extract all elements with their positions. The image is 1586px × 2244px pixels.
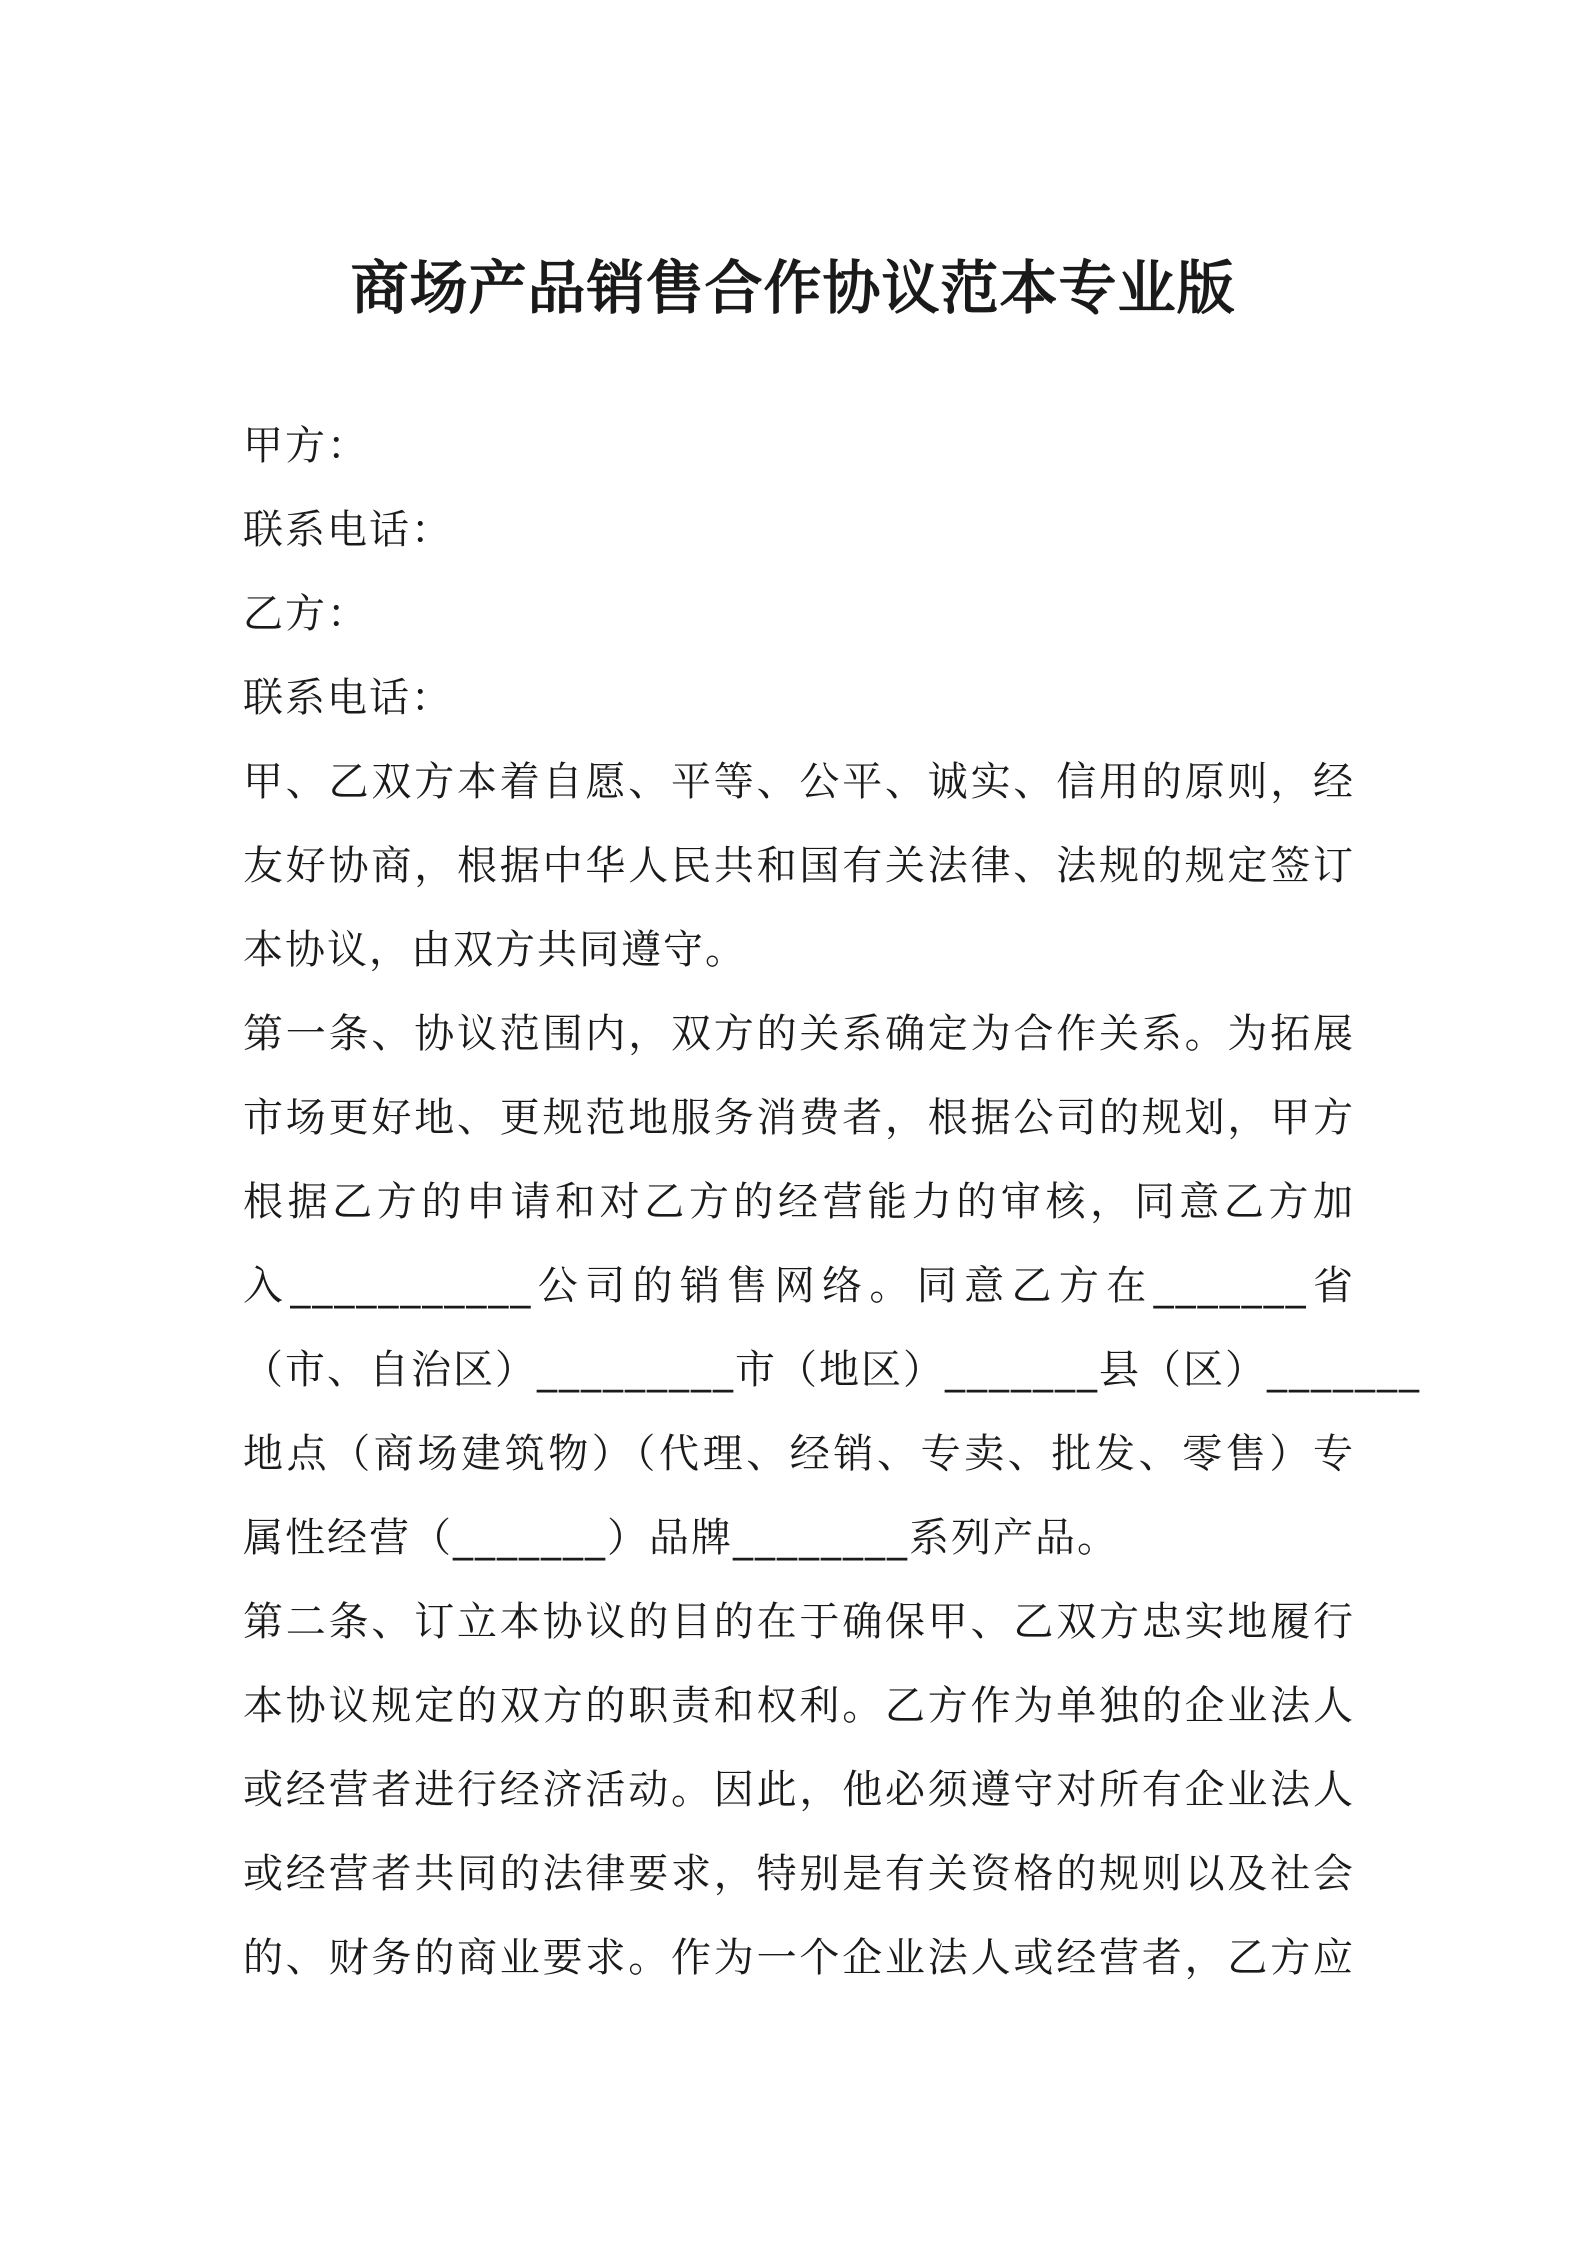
document-title: 商场产品销售合作协议范本专业版 — [350, 254, 1236, 322]
article-2-line-2: 本协议规定的双方的职责和权利。乙方作为单独的企业法人 — [243, 1683, 1355, 1729]
preamble-line-2: 友好协商，根据中华人民共和国有关法律、法规的规定签订 — [243, 843, 1355, 889]
party-a-phone-label: 联系电话： — [243, 507, 453, 553]
article-2-line-1: 第二条、订立本协议的目的在于确保甲、乙双方忠实地履行 — [243, 1599, 1355, 1645]
party-b-phone-label: 联系电话： — [243, 675, 453, 721]
party-a-label: 甲方： — [243, 423, 369, 469]
document-body — [243, 404, 1421, 2000]
article-2-line-4: 或经营者共同的法律要求，特别是有关资格的规则以及社会 — [243, 1851, 1355, 1897]
article-1-line-7: 属性经营（_______）品牌________系列产品。 — [243, 1515, 1119, 1561]
article-1-line-6: 地点（商场建筑物）（代理、经销、专卖、批发、零售）专 — [243, 1431, 1355, 1477]
article-1-line-2: 市场更好地、更规范地服务消费者，根据公司的规划，甲方 — [243, 1095, 1355, 1141]
article-1-line-1: 第一条、协议范围内，双方的关系确定为合作关系。为拓展 — [243, 1011, 1355, 1057]
article-2-line-3: 或经营者进行经济活动。因此，他必须遵守对所有企业法人 — [243, 1767, 1355, 1813]
article-1-line-5: （市、自治区）_________市（地区）_______县（区）_______ — [243, 1347, 1421, 1393]
preamble-line-1: 甲、乙双方本着自愿、平等、公平、诚实、信用的原则，经 — [243, 759, 1355, 805]
article-1-line-3: 根据乙方的申请和对乙方的经营能力的审核，同意乙方加 — [243, 1179, 1355, 1225]
party-b-label: 乙方： — [243, 591, 369, 637]
article-2-line-5: 的、财务的商业要求。作为一个企业法人或经营者，乙方应 — [243, 1935, 1355, 1981]
preamble-line-3: 本协议，由双方共同遵守。 — [243, 927, 747, 973]
article-1-line-4: 入___________公司的销售网络。同意乙方在_______省 — [243, 1263, 1355, 1309]
